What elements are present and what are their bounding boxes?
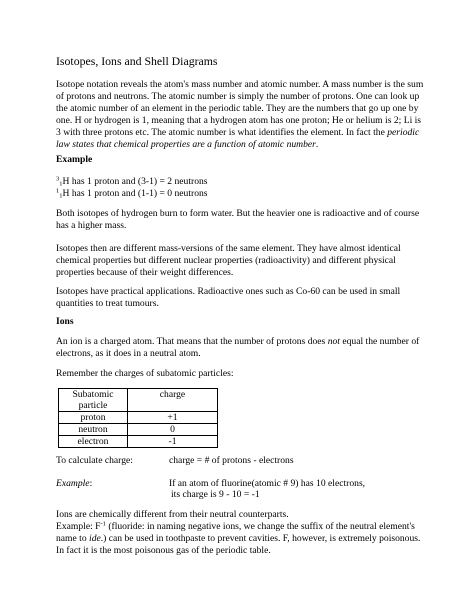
burn-paragraph: Both isotopes of hydrogen burn to form water. But the heavier one is radioactive and of course has a higher mass.	[56, 208, 420, 231]
table-row	[59, 424, 218, 436]
suffix-ide: ide	[89, 533, 101, 544]
ion-definition	[56, 336, 424, 360]
atomic-number: 1	[59, 192, 63, 200]
table-cell: electron	[59, 436, 128, 448]
table-cell: -1	[128, 436, 218, 448]
table-header-cell: charge	[128, 389, 218, 412]
isotope-description: has 1 proton and (1-1) = 0 neutrons	[69, 188, 208, 199]
periodic-law-text: periodic law states that chemical properties are a function of atomic number	[56, 127, 420, 150]
table-row	[59, 436, 218, 448]
intro-end: .	[315, 139, 319, 150]
isotope-description: has 1 proton and (3-1) = 2 neutrons	[69, 176, 208, 187]
table-header-row	[59, 389, 218, 412]
intro-paragraph	[56, 79, 424, 151]
page-title: Isotopes, Ions and Shell Diagrams	[56, 54, 218, 68]
fluoride-rest: .) can be used in toothpaste to prevent cavities. F, however, is extremely poisonous. In fact it is the most poisonous gas of the periodic table.	[56, 533, 421, 556]
ions-heading: Ions	[56, 316, 74, 327]
fluoride-example	[56, 521, 424, 557]
isotope-row	[56, 176, 424, 188]
charges-table	[58, 388, 218, 448]
table-row	[59, 412, 218, 424]
calc-label: To calculate charge:	[56, 455, 133, 466]
calc-example-line: If an atom of fluorine(atomic # 9) has 10 electrons,	[169, 478, 366, 489]
remember-text: Remember the charges of subatomic particles:	[56, 368, 234, 379]
table-cell: +1	[128, 412, 218, 424]
element-symbol: H	[62, 188, 70, 199]
table-cell: neutron	[59, 424, 128, 436]
mass-number: 3	[56, 175, 60, 183]
table-cell: proton	[59, 412, 128, 424]
isotope-row	[56, 188, 424, 200]
fluoride-text: (fluoride: in naming negative ions, we change the suffix of the neutral element's name to	[56, 521, 415, 544]
ion-def-before: An ion is a charged atom. That means that the number of protons does	[56, 336, 328, 347]
fluoride-charge: -1	[100, 520, 106, 528]
calc-example-colon: :	[89, 478, 93, 489]
calc-example-label	[56, 478, 92, 490]
final-paragraph	[56, 509, 424, 557]
isotope-list	[56, 176, 424, 200]
ion-def-after: equal the number of electrons, as it does in a neutral atom.	[56, 336, 420, 359]
ion-def-italic: not	[327, 336, 340, 347]
table-cell: 0	[128, 424, 218, 436]
example-heading: Example	[56, 154, 93, 165]
intro-text: Isotope notation reveals the atom's mass number and atomic number. A mass number is the sum of protons and neutrons. The atomic number is simply the number of protons. One can look up the atomic number of an element in the periodic table. They are the numbers that go up one by one. H or hydrogen is 1, meaning that a hydrogen atom has one proton; He or helium is 2; Li is 3 with three protons etc. The atomic number is what identifies the element. In fact the	[56, 79, 424, 138]
table-header-cell: Subatomic particle	[59, 389, 128, 412]
element-symbol: H	[62, 176, 70, 187]
calc-example-line: its charge is 9 - 10 = -1	[171, 489, 260, 500]
atomic-number: 1	[59, 180, 63, 188]
calc-example-word: Example	[56, 478, 90, 489]
practical-paragraph: Isotopes have practical applications. Radioactive ones such as Co-60 can be used in small quantities to treat tumours.	[56, 286, 401, 309]
final-line: Ions are chemically different from their neutral counterparts.	[56, 509, 289, 520]
versions-paragraph: Isotopes then are different mass-versions of the same element. They have almost identical chemical properties but different nuclear properties (radioactivity) and different physical properties because of their weight differences.	[56, 243, 401, 278]
mass-number: 1	[56, 187, 60, 195]
fluoride-label: Example: F	[56, 521, 101, 532]
charge-formula: charge = # of protons - electrons	[169, 455, 294, 466]
